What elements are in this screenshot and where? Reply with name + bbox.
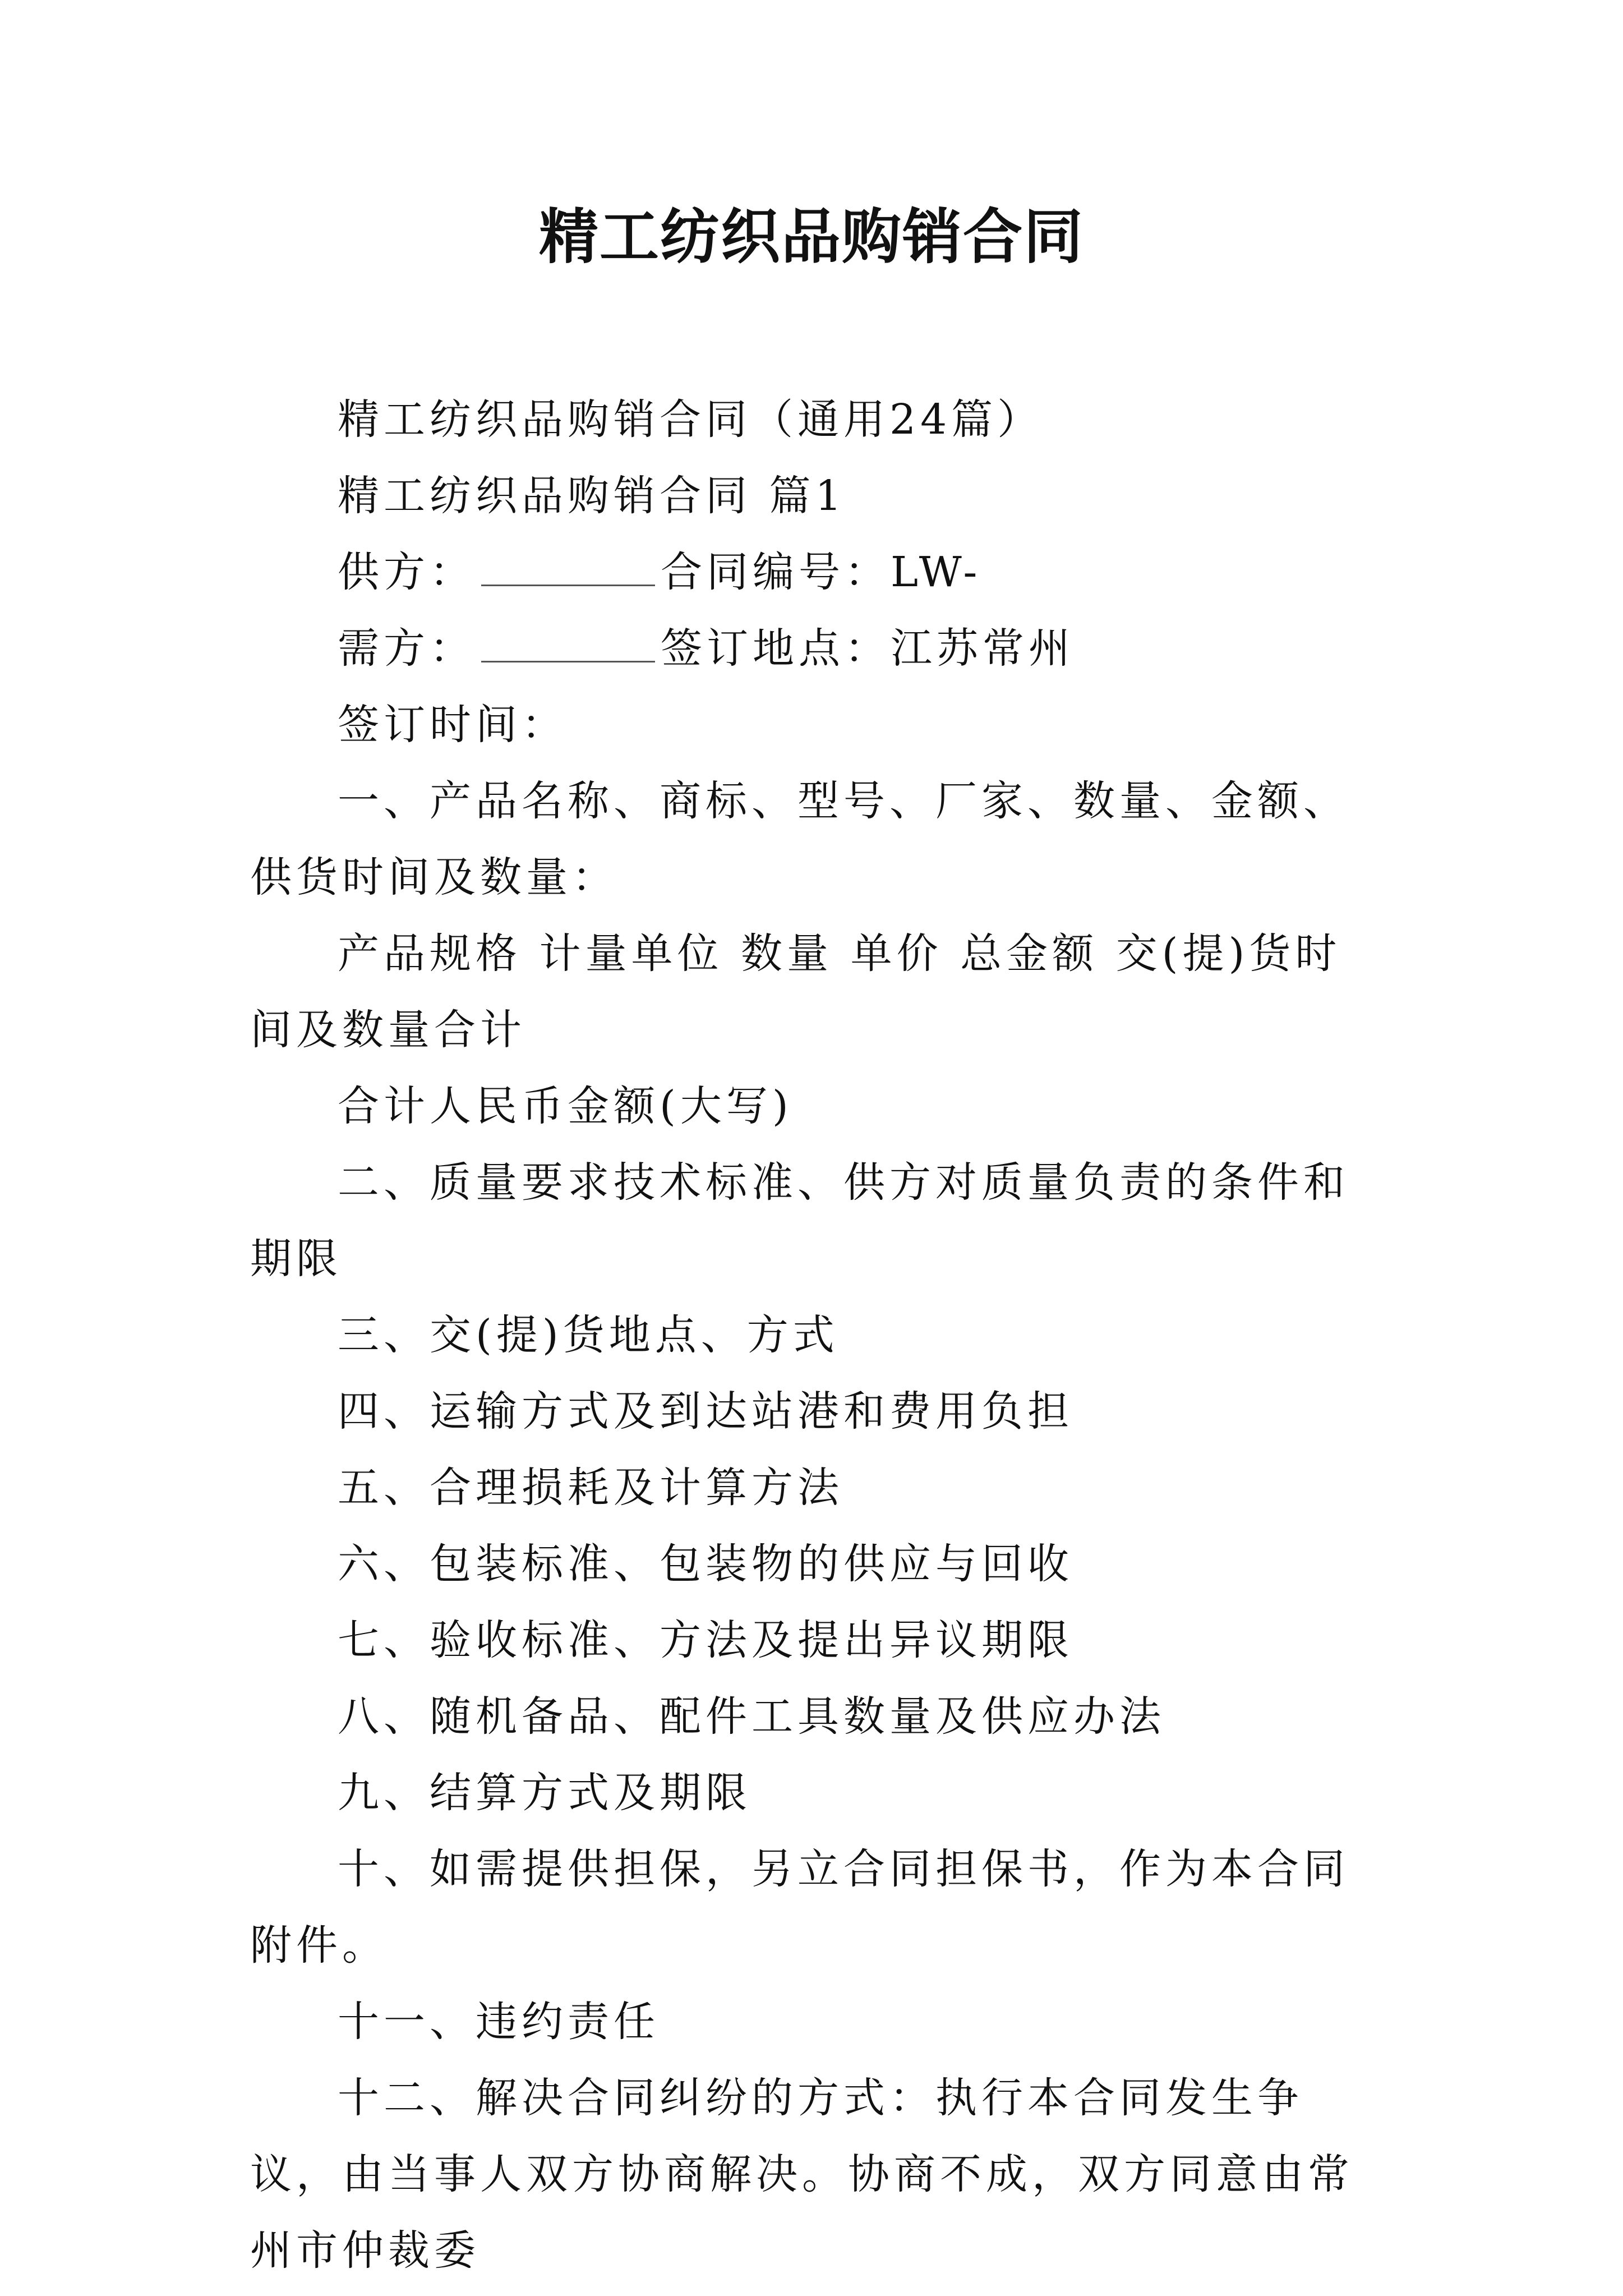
clause-7: 七、验收标准、方法及提出异议期限	[338, 1616, 1073, 1664]
clause-3: 三、交(提)货地点、方式	[338, 1311, 839, 1359]
document-subtitle: 精工纺织品购销合同（通用24篇）	[338, 395, 1044, 444]
buyer-label: 需方：	[338, 624, 476, 673]
document-title: 精工纺织品购销合同	[539, 201, 1084, 272]
clause-4: 四、运输方式及到达站港和费用负担	[338, 1387, 1073, 1435]
section-heading: 精工纺织品购销合同 篇1	[338, 472, 846, 520]
buyer-line	[250, 610, 1386, 687]
table-header: 产品规格 计量单位 数量 单价 总金额 交(提)货时间及数量合计	[250, 930, 1341, 1054]
document-body	[250, 381, 1386, 2289]
clause-1: 一、产品名称、商标、型号、厂家、数量、金额、供货时间及数量：	[250, 777, 1349, 901]
sign-place: 签订地点：江苏常州	[661, 624, 1075, 673]
clause-8: 八、随机备品、配件工具数量及供应办法	[338, 1692, 1165, 1741]
supplier-blank	[481, 545, 655, 586]
clause-5: 五、合理损耗及计算方法	[338, 1464, 843, 1512]
contract-number: 合同编号：LW-	[661, 548, 982, 596]
buyer-blank	[481, 622, 655, 662]
clause-11: 十一、违约责任	[338, 1998, 660, 2046]
sign-time: 签订时间：	[338, 701, 568, 749]
clause-9: 九、结算方式及期限	[338, 1769, 751, 1817]
supplier-label: 供方：	[338, 548, 476, 596]
clause-12: 十二、解决合同纠纷的方式：执行本合同发生争议，由当事人双方协商解决。协商不成，双方同意由常州市仲裁委	[250, 2074, 1354, 2275]
total-rmb: 合计人民币金额(大写)	[338, 1082, 793, 1130]
clause-2: 二、质量要求技术标准、供方对质量负责的条件和期限	[250, 1158, 1349, 1283]
clause-10: 十、如需提供担保，另立合同担保书，作为本合同附件。	[250, 1845, 1349, 1970]
supplier-line	[250, 534, 1386, 610]
clause-6: 六、包装标准、包装物的供应与回收	[338, 1540, 1073, 1588]
